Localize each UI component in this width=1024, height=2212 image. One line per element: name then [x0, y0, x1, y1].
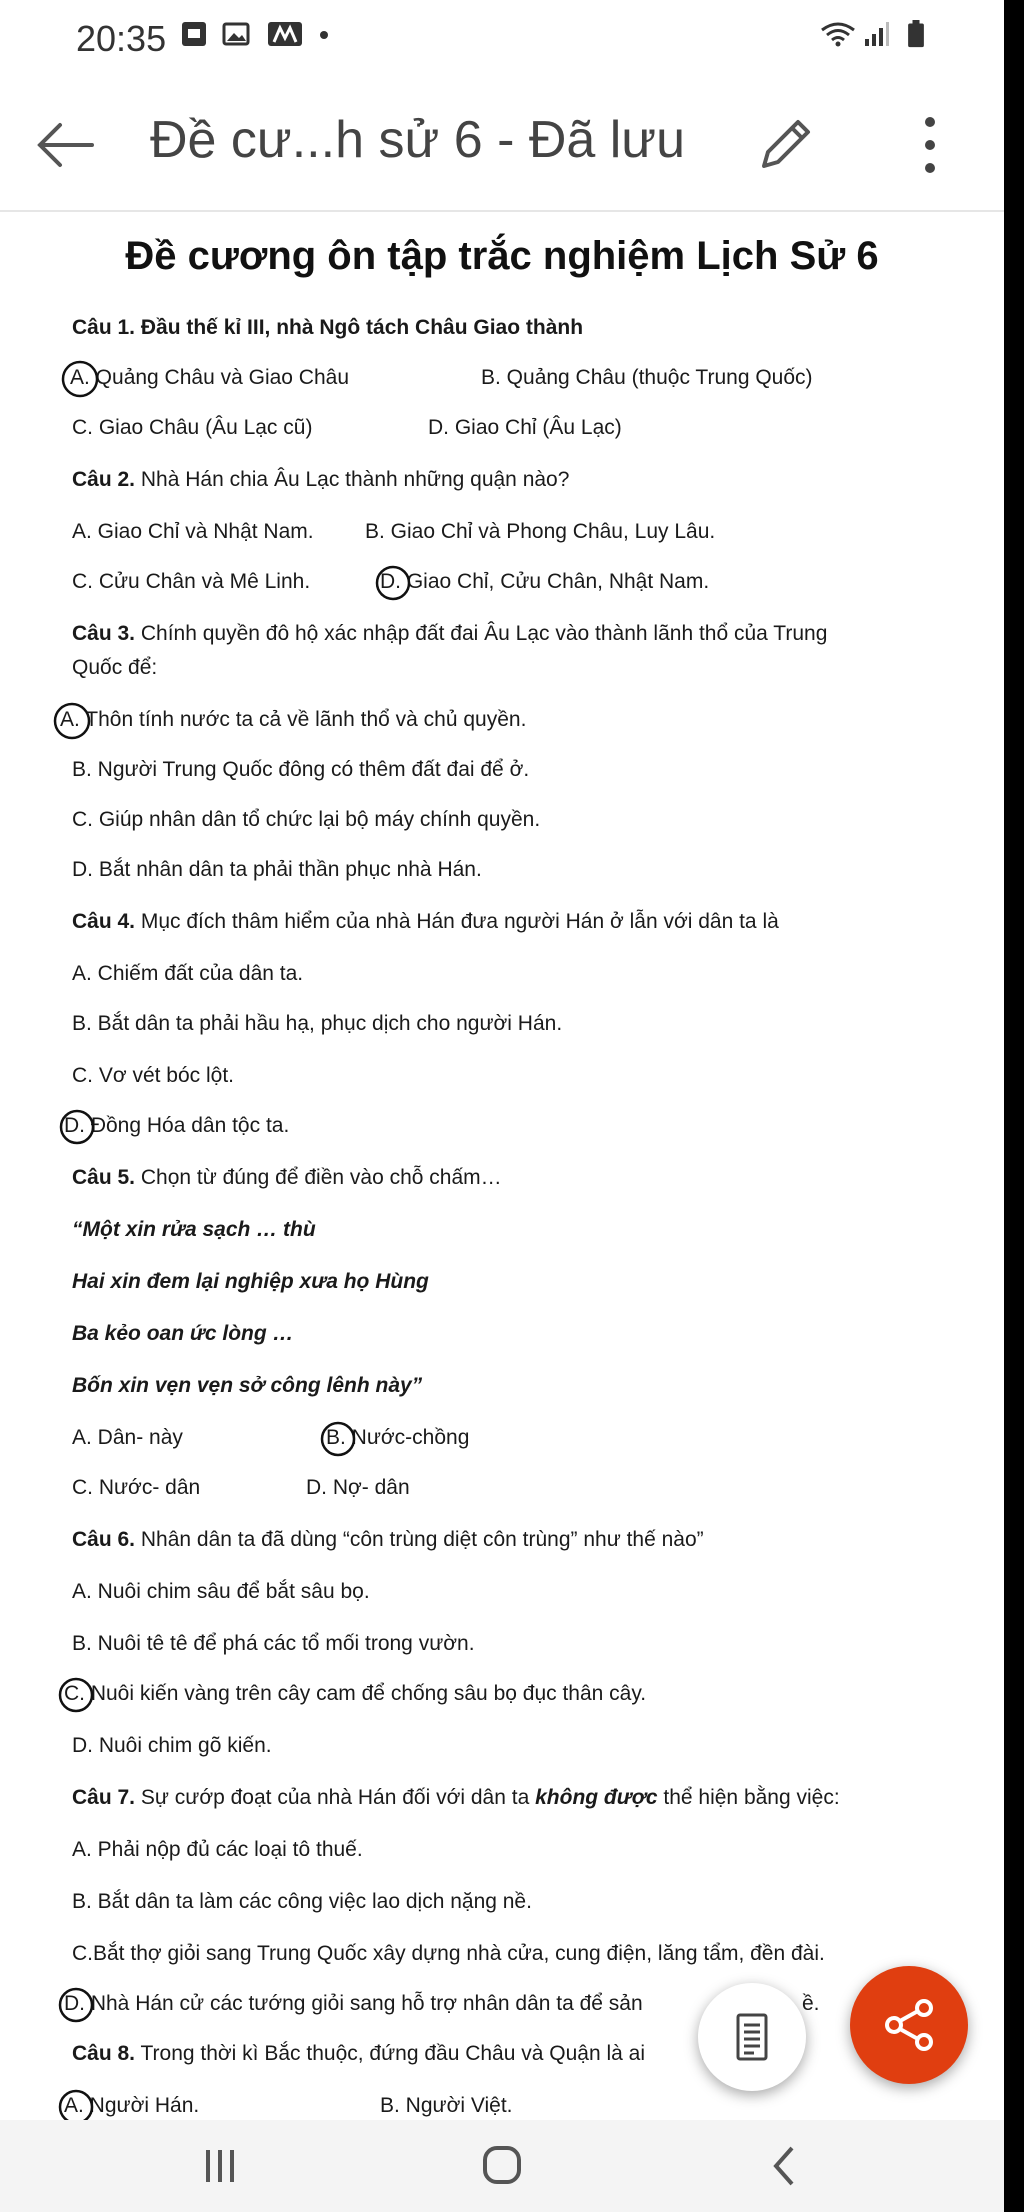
wifi-icon — [820, 20, 856, 48]
question-2: Câu 2. Nhà Hán chia Âu Lạc thành những quận nào? — [72, 468, 570, 491]
recents-icon[interactable] — [190, 2138, 250, 2194]
answer-1b: B. Quảng Châu (thuộc Trung Quốc) — [481, 366, 813, 389]
answer-7b: B. Bắt dân ta làm các công việc lao dịch nặng nề. — [72, 1890, 532, 1913]
answer-6b: B. Nuôi tê tê để phá các tổ mối trong vườn. — [72, 1632, 475, 1655]
question-3-cont: Quốc để: — [72, 656, 158, 679]
poem-line-4: Bốn xin vẹn vẹn sở công lênh này” — [72, 1374, 423, 1397]
answer-7d-tail: ề. — [802, 1992, 820, 2015]
status-bar — [0, 0, 1004, 80]
status-time: 20:35 — [76, 18, 167, 59]
answer-6a: A. Nuôi chim sâu để bắt sâu bọ. — [72, 1580, 370, 1603]
answer-5c: C. Nước- dân — [72, 1476, 201, 1499]
answer-1c: C. Giao Châu (Âu Lạc cũ) — [72, 416, 313, 439]
notification-dot — [320, 31, 328, 39]
question-5: Câu 5. Chọn từ đúng để điền vào chỗ chấm… — [72, 1166, 502, 1189]
back-chevron-icon[interactable] — [756, 2138, 816, 2194]
document-outline-icon — [736, 2013, 768, 2061]
answer-2b: B. Giao Chỉ và Phong Châu, Luy Lâu. — [365, 520, 716, 543]
answer-7d-circled: D. Nhà Hán cử các tướng giỏi sang hỗ trợ nhân dân ta để sản — [64, 1992, 643, 2015]
answer-4a: A. Chiếm đất của dân ta. — [72, 962, 304, 985]
image-icon — [222, 20, 250, 48]
answer-3b: B. Người Trung Quốc đông có thêm đất đai để ở. — [72, 758, 530, 781]
answer-6d: D. Nuôi chim gõ kiến. — [72, 1734, 272, 1757]
document-content[interactable] — [0, 212, 1004, 2120]
question-7-emphasis: không được — [535, 1786, 658, 1809]
question-7-text: Câu 7. Sự cướp đoạt của nhà Hán đối với dân ta — [72, 1786, 530, 1809]
answer-7c: C.Bắt thợ giỏi sang Trung Quốc xây dựng nhà cửa, cung điện, lăng tẩm, đền đài. — [72, 1942, 825, 1965]
answer-6c-circled: C. Nuôi kiến vàng trên cây cam để chống sâu bọ đục thân cây. — [64, 1682, 647, 1705]
navigation-bar — [0, 2120, 1004, 2212]
question-3: Câu 3. Chính quyền đô hộ xác nhập đất đai Âu Lạc vào thành lãnh thổ của Trung — [72, 622, 828, 645]
home-icon[interactable] — [472, 2138, 532, 2194]
signal-icon — [862, 20, 890, 48]
answer-3a-circled: A. Thôn tính nước ta cả về lãnh thổ và chủ quyền. — [60, 708, 527, 731]
answer-7a: A. Phải nộp đủ các loại tô thuế. — [72, 1838, 363, 1861]
more-vertical-icon[interactable] — [895, 110, 965, 180]
screen-edge — [1004, 0, 1024, 2212]
app-icon — [266, 20, 304, 48]
question-8: Câu 8. Trong thời kì Bắc thuộc, đứng đầu Châu và Quận là ai — [72, 2042, 645, 2065]
question-6: Câu 6. Nhân dân ta đã dùng “côn trùng diệt côn trùng” như thế nào” — [72, 1528, 704, 1551]
answer-2a: A. Giao Chỉ và Nhật Nam. — [72, 520, 314, 543]
answer-5b-circled: B. Nước-chồng — [326, 1426, 470, 1449]
document-title: Đề cư...h sử 6 - Đã lưu — [150, 111, 686, 169]
poem-line-3: Ba kẻo oan ức lòng … — [72, 1322, 294, 1345]
arrow-left-icon[interactable] — [30, 110, 100, 180]
share-icon — [882, 1998, 936, 2052]
question-4: Câu 4. Mục đích thâm hiểm của nhà Hán đưa người Hán ở lẫn với dân ta là — [72, 910, 779, 933]
question-7 — [72, 1786, 840, 1810]
answer-4b: B. Bắt dân ta phải hầu hạ, phục dịch cho người Hán. — [72, 1012, 563, 1035]
question-1: Câu 1. Đầu thế kỉ III, nhà Ngô tách Châu Giao thành — [72, 316, 584, 339]
outline-button[interactable] — [698, 1983, 806, 2091]
poem-line-2: Hai xin đem lại nghiệp xưa họ Hùng — [72, 1270, 429, 1293]
answer-8a-circled: A. Người Hán. — [64, 2094, 200, 2117]
message-icon — [180, 20, 208, 48]
answer-1a-circled: A. Quảng Châu và Giao Châu — [70, 366, 350, 389]
answer-4c: C. Vơ vét bóc lột. — [72, 1064, 235, 1087]
question-7-end: thể hiện bằng việc: — [663, 1786, 840, 1809]
app-bar — [0, 80, 1004, 212]
answer-1d: D. Giao Chỉ (Âu Lạc) — [428, 416, 622, 439]
document-heading: Đề cương ôn tập trắc nghiệm Lịch Sử 6 — [125, 234, 879, 278]
answer-2d-circled: D. Giao Chỉ, Cửu Chân, Nhật Nam. — [380, 570, 710, 593]
answer-3d: D. Bắt nhân dân ta phải thần phục nhà Hán. — [72, 858, 482, 881]
pencil-icon[interactable] — [750, 110, 820, 180]
poem-line-1: “Một xin rửa sạch … thù — [72, 1218, 316, 1241]
answer-5a: A. Dân- này — [72, 1426, 183, 1449]
share-button[interactable] — [850, 1966, 968, 2084]
answer-2c: C. Cửu Chân và Mê Linh. — [72, 570, 311, 593]
answer-8b: B. Người Việt. — [380, 2094, 513, 2117]
answer-3c: C. Giúp nhân dân tổ chức lại bộ máy chính quyền. — [72, 808, 541, 831]
answer-4d-circled: D. Đồng Hóa dân tộc ta. — [64, 1114, 290, 1137]
battery-icon — [905, 20, 927, 48]
answer-5d: D. Nợ- dân — [306, 1476, 410, 1499]
